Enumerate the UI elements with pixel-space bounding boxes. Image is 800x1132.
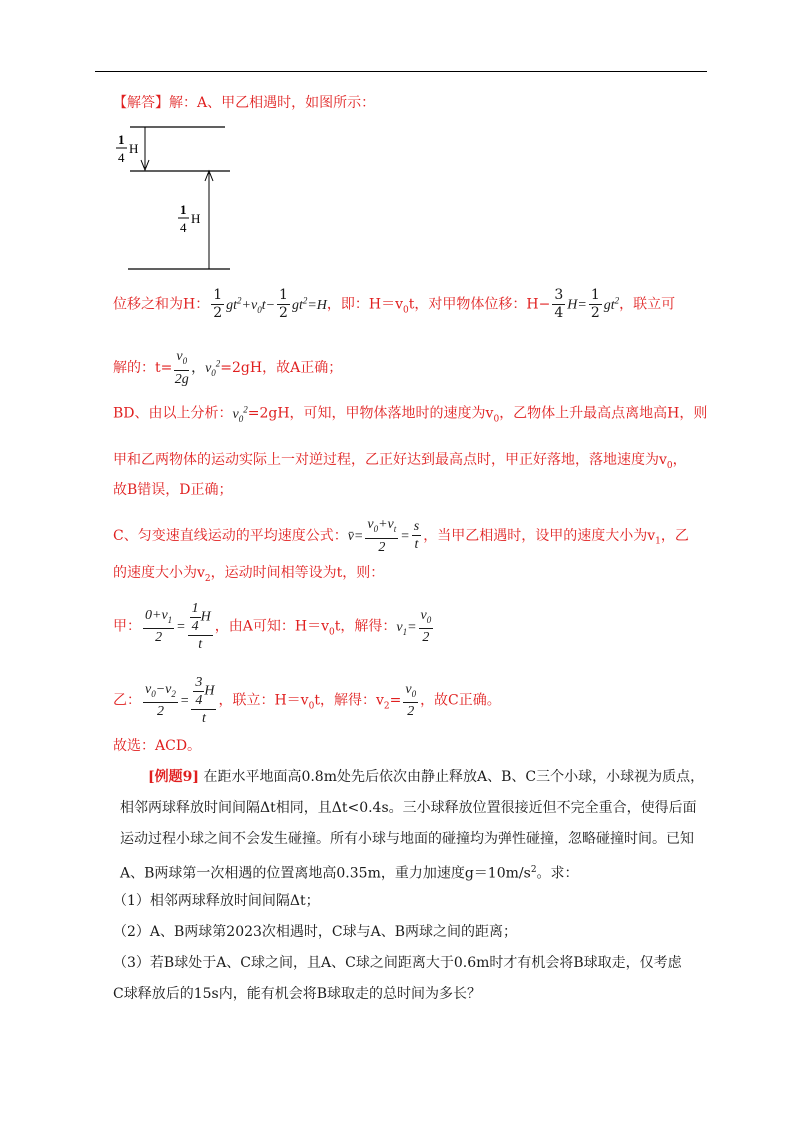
- formula-three-quarter-h-over-t: $\frac{3}{4}$ H t: [191, 674, 216, 727]
- formula-v0-squared: $v_0^2$: [205, 358, 221, 378]
- displacement-sum-line: 位移之和为H： $\frac{1}{2}$ $gt^2+v_0t-$ $\frac{1}{2}$ $gt^2=H$，即：$H=v_0t$，对甲物体位移：H− $\frac{3}{4}$ H= $\frac{1}{2}$ $gt^2$，联立可: [113, 287, 676, 321]
- text-sum-a: 位移之和为H：: [113, 296, 210, 313]
- top-label-num: 1: [118, 132, 125, 147]
- example-label: [例题9]: [148, 769, 199, 785]
- example-text-1: 在距水平地面高0.8m处先后依次由静止释放A、B、C三个小球，小球视为质点，: [203, 769, 705, 785]
- example-9-para-3: [120, 829, 694, 849]
- formula-v0-minus-v2: $\frac{v_0-v_2}{2}$: [145, 681, 176, 720]
- text-bd-c: ，乙物体上升最高点离地高H，则: [499, 405, 708, 422]
- jia-equation-line: 甲： $\frac{0+v_1}{2}$ = $\frac{1}{4}$ H t ，由A可知：$H=v_0t$，解得：$v_1=$ $\frac{v_0}{2}$: [113, 601, 432, 652]
- text-rev-a: 甲和乙两物体的运动实际上一对逆过程，乙正好达到最高点时，甲正好落地，落地速度为v: [113, 452, 667, 468]
- question-2: [113, 922, 517, 942]
- text-c-b: ，当甲乙相遇时，设甲的速度大小为v: [423, 527, 656, 544]
- formula-half-2: $\frac{1}{2}$: [279, 287, 288, 321]
- answer-intro-line: [113, 93, 375, 113]
- formula-v0-over-2-b: $\frac{v_0}{2}$: [405, 681, 417, 720]
- text-jia-a: 甲：: [113, 618, 141, 635]
- question-1-text: （1）相邻两球释放时间间隔Δt；: [113, 893, 320, 909]
- meeting-diagram: [110, 118, 240, 278]
- text-jia-b: ，由A可知：H＝v: [214, 618, 329, 635]
- question-3: [113, 953, 682, 973]
- formula-gt2-b: $gt^2$: [603, 294, 620, 313]
- formula-v0-over-2g: $\frac{v_0}{2g}$: [174, 349, 189, 387]
- example-text-4: A、B两球第一次相遇的位置离地高0.35m，重力加速度g＝10m/s: [120, 865, 531, 882]
- formula-gt2-eq-h: $gt^2=H$: [291, 294, 327, 313]
- formula-v1-eq: $v_1=$: [396, 619, 417, 637]
- c-speed-line: 的速度大小为$v_2$，运动时间相等设为t，则：: [113, 565, 385, 584]
- formula-half-3: $\frac{1}{2}$: [590, 287, 600, 321]
- text-bd-a: BD、由以上分析：: [113, 405, 233, 422]
- final-answer-line: [113, 736, 201, 756]
- formula-h-eq: H=: [567, 297, 587, 313]
- text-yi-c: t，解得：v: [314, 692, 384, 709]
- question-3-cont: [113, 984, 481, 1004]
- example-text-3: 运动过程小球之间不会发生碰撞。所有小球与地面的碰撞均为弹性碰撞，忽略碰撞时间。已知: [120, 831, 694, 847]
- text-bd-end: 故B错误，D正确；: [113, 482, 233, 498]
- example-text-2: 相邻两球释放时间间隔Δt相同，且Δt<0.4s。三小球释放位置很接近但不完全重合，使得后面: [120, 800, 697, 816]
- formula-s-over-t: $\frac{s}{t}$: [413, 519, 420, 553]
- formula-half: $\frac{1}{2}$: [213, 287, 223, 321]
- reverse-process-line: 甲和乙两物体的运动实际上一对逆过程，乙正好达到最高点时，甲正好落地，落地速度为$v_0$，: [113, 452, 687, 471]
- formula-v0-squared-2: $v_0^2$: [232, 404, 248, 424]
- text-solve-b: =2gH，故A正确；: [220, 359, 343, 376]
- answer-intro: 解：A、甲乙相遇时，如图所示：: [169, 95, 376, 111]
- text-c-c: ，乙: [660, 527, 689, 544]
- formula-quarter-h-over-t: $\frac{1}{4}$ H t: [188, 600, 213, 653]
- text-c2-a: 的速度大小为v: [113, 565, 205, 581]
- yi-equation-line: 乙： $\frac{v_0-v_2}{2}$ = $\frac{3}{4}$ H t ，联立：$H=v_0t$，解得：$v_2=$ $\frac{v_0}{2}$ ，故C正确。: [113, 675, 501, 726]
- question-3-text-a: （3）若B球处于A、C球之间，且A、C球之间距离大于0.6m时才有机会将B球取走，仅考虑: [113, 955, 682, 971]
- formula-three-quarters: $\frac{3}{4}$: [554, 287, 564, 321]
- formula-gt2: $gt^2+v_0t-$: [226, 294, 276, 315]
- text-yi-a: 乙：: [113, 692, 141, 709]
- formula-v0-plus-vt: $\frac{v_0+v_t}{2}$: [367, 517, 397, 555]
- formula-v0-over-2: $\frac{v_0}{2}$: [420, 607, 432, 646]
- formula-vbar: v̄=: [347, 528, 364, 544]
- header-rule: [95, 71, 707, 72]
- formula-0-plus-v1: $\frac{0+v_1}{2}$: [145, 607, 173, 646]
- bd-analysis-line: BD、由以上分析：$v_0^2=2gH$，可知，甲物体落地时的速度为$v_0$，乙物体上升最高点离地高H，则: [113, 404, 708, 425]
- solve-line: 解的：t= $\frac{v_0}{2g}$ ，$v_0^2=2gH$，故A正确；: [113, 349, 343, 387]
- text-yi-e: ，故C正确。: [420, 692, 501, 709]
- text-sum-b: ，即：H＝v: [326, 296, 404, 313]
- example-9-para-2: [120, 798, 697, 818]
- text-bd-b: =2gH，可知，甲物体落地时的速度为v: [247, 405, 494, 422]
- question-3-text-b: C球释放后的15s内，能有机会将B球取走的总时间为多长？: [113, 986, 481, 1002]
- text-rev-b: ，: [672, 452, 687, 468]
- question-2-text: （2）A、B两球第2023次相遇时，C球与A、B两球之间的距离；: [113, 924, 518, 940]
- top-label-var: H: [129, 141, 139, 156]
- example-text-4-end: 。求：: [536, 865, 579, 882]
- example-9-para-4: A、B两球第一次相遇的位置离地高0.35m，重力加速度$g=10m/s^2$。求：: [120, 865, 579, 882]
- text-sum-c: t，对甲物体位移：H−: [408, 296, 551, 313]
- text-c2-b: ，运动时间相等设为t，则：: [210, 565, 385, 581]
- text-c-a: C、匀变速直线运动的平均速度公式：: [113, 527, 348, 544]
- bottom-label-den: 4: [180, 220, 187, 235]
- text-conclusion: 故选：ACD。: [113, 738, 202, 754]
- text-sum-d: ，联立可: [619, 296, 676, 313]
- text-solve-a: 解的：t=: [113, 359, 173, 376]
- top-label-den: 4: [118, 150, 125, 165]
- example-9-para-1: [148, 767, 704, 787]
- text-jia-c: t，解得：: [334, 618, 397, 635]
- bottom-label-num: 1: [180, 202, 187, 217]
- bottom-label-var: H: [191, 211, 201, 226]
- text-yi-b: ，联立：H＝v: [218, 692, 309, 709]
- c-average-velocity-line: C、匀变速直线运动的平均速度公式：v̄= $\frac{v_0+v_t}{2}$ = $\frac{s}{t}$ ，当甲乙相遇时，设甲的速度大小为$v_1$，乙: [113, 517, 689, 555]
- question-1: [113, 891, 320, 911]
- text-yi-d: =: [389, 692, 402, 709]
- answer-heading: 【解答】: [113, 95, 169, 111]
- bd-conclusion-line: [113, 480, 233, 500]
